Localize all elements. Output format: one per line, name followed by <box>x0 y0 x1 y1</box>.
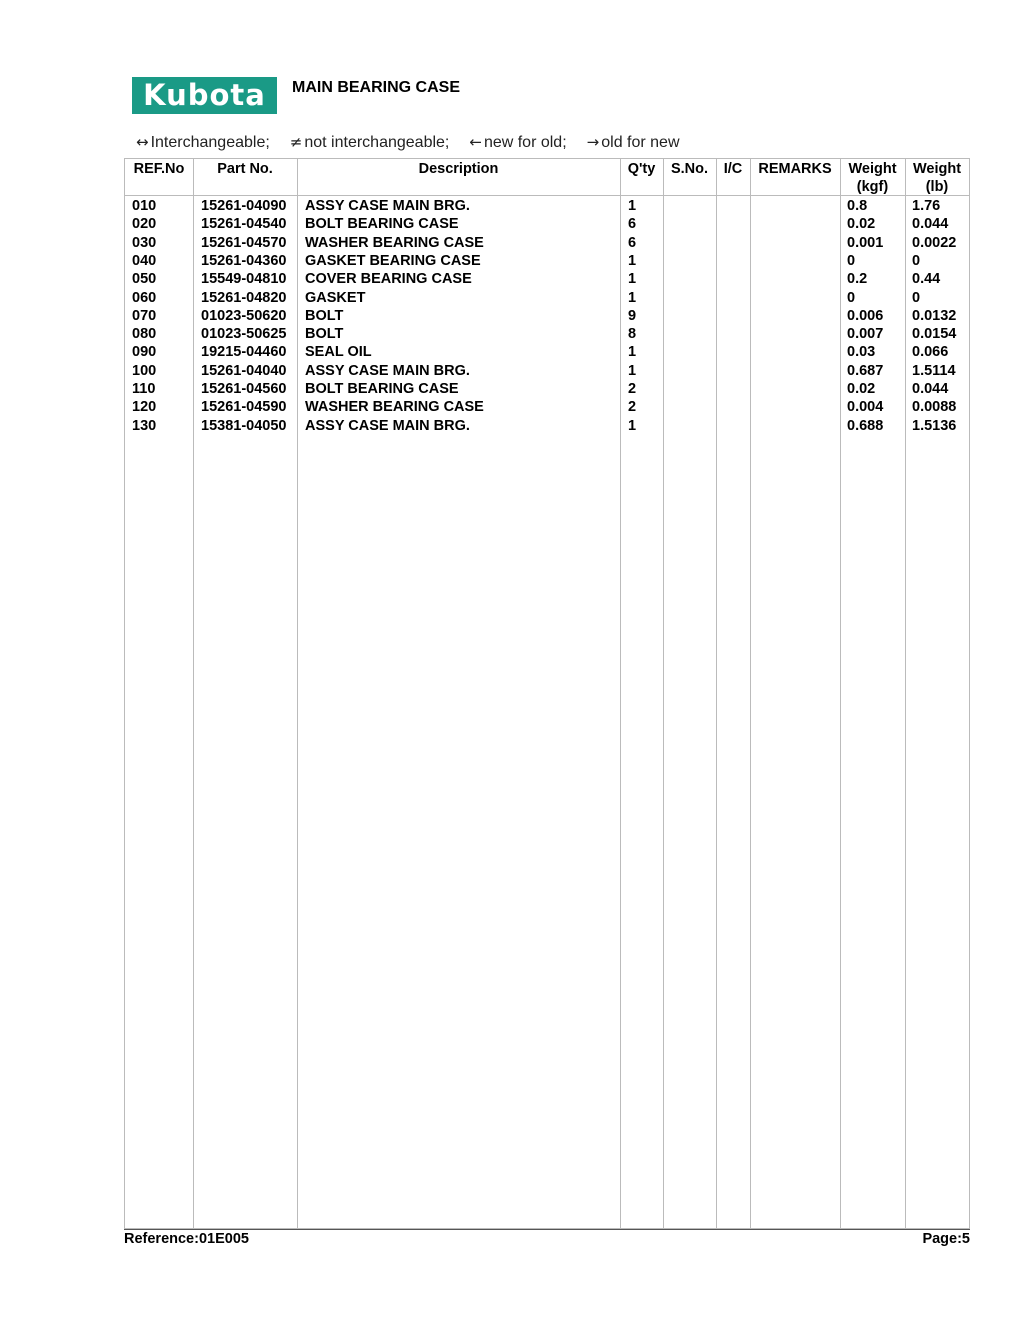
interchangeability-legend <box>136 133 680 152</box>
table-row <box>125 252 969 270</box>
header-weight-label: Weight <box>848 161 897 177</box>
table-row <box>125 325 969 343</box>
page-number: Page:5 <box>922 1231 970 1247</box>
cell-part: 15261-04540 <box>201 216 287 233</box>
header-weight-lb <box>905 160 969 196</box>
header-part-no: Part No. <box>217 161 273 177</box>
cell-qty: 6 <box>628 234 637 251</box>
legend-label: Interchangeable; <box>150 134 270 151</box>
cell-qty: 1 <box>628 362 637 379</box>
cell-part: 15261-04040 <box>201 362 287 379</box>
header-ref: REF.No <box>133 161 185 177</box>
legend-label: not interchangeable; <box>304 134 450 151</box>
cell-desc: BOLT BEARING CASE <box>305 381 459 397</box>
cell-desc: GASKET <box>305 289 366 306</box>
cell-qty: 1 <box>628 252 637 269</box>
cell-desc: ASSY CASE MAIN BRG. <box>305 417 470 434</box>
cell-wkg: 0.687 <box>847 362 884 379</box>
cell-ref: 040 <box>132 252 157 269</box>
cell-part: 15261-04090 <box>201 198 287 214</box>
header-weight-unit: (lb) <box>925 179 949 195</box>
left-arrow-icon: ← <box>469 133 482 151</box>
cell-ref: 110 <box>132 381 156 397</box>
cell-desc: ASSY CASE MAIN BRG. <box>305 198 470 214</box>
cell-desc: ASSY CASE MAIN BRG. <box>305 362 470 379</box>
table-row <box>125 362 969 380</box>
header-weight-kgf <box>840 160 905 196</box>
cell-wkg: 0.007 <box>847 326 884 343</box>
interchangeable-arrow-icon: ↔ <box>136 133 149 151</box>
cell-ref: 130 <box>132 417 157 434</box>
cell-qty: 8 <box>628 326 637 343</box>
table-row <box>125 398 969 416</box>
cell-wlb: 0 <box>912 289 921 306</box>
cell-part: 19215-04460 <box>201 344 287 361</box>
cell-ref: 070 <box>132 307 157 324</box>
cell-ref: 060 <box>132 289 157 306</box>
legend-label: new for old; <box>483 134 567 151</box>
cell-wkg: 0 <box>847 252 856 269</box>
cell-desc: BOLT <box>305 307 344 324</box>
cell-desc: BOLT BEARING CASE <box>305 216 459 233</box>
cell-wlb: 0.0132 <box>912 307 957 324</box>
cell-qty: 2 <box>628 399 637 416</box>
cell-wlb: 1.5136 <box>912 417 957 434</box>
header-ic: I/C <box>723 161 743 177</box>
legend-label: old for new <box>601 134 680 151</box>
legend-item-old-for-new <box>587 133 680 152</box>
table-row <box>125 343 969 361</box>
legend-item-not-interchangeable <box>290 133 450 152</box>
cell-part: 15549-04810 <box>201 271 287 288</box>
cell-ref: 030 <box>132 234 157 251</box>
table-row <box>125 270 969 288</box>
cell-wkg: 0 <box>847 289 856 306</box>
cell-ref: 120 <box>132 399 157 416</box>
table-row <box>125 380 969 398</box>
cell-desc: BOLT <box>305 326 344 343</box>
cell-part: 15261-04570 <box>201 234 287 251</box>
cell-wlb: 0 <box>912 252 921 269</box>
cell-part: 01023-50620 <box>201 307 287 324</box>
cell-wlb: 1.5114 <box>912 362 956 379</box>
cell-qty: 1 <box>628 344 637 361</box>
cell-part: 15261-04590 <box>201 399 287 416</box>
cell-ref: 050 <box>132 271 157 288</box>
table-row <box>125 234 969 252</box>
cell-desc: COVER BEARING CASE <box>305 271 472 288</box>
page-title: MAIN BEARING CASE <box>292 79 461 96</box>
cell-qty: 9 <box>628 307 637 324</box>
header-weight-label: Weight <box>912 161 962 177</box>
table-row <box>125 215 969 233</box>
header-weight-unit: (kgf) <box>856 179 889 195</box>
cell-ref: 020 <box>132 216 157 233</box>
reference-code: Reference:01E005 <box>124 1231 249 1247</box>
header-description: Description <box>418 161 499 177</box>
cell-ref: 100 <box>132 362 157 379</box>
cell-wkg: 0.006 <box>847 307 884 324</box>
cell-wlb: 0.0022 <box>912 234 957 251</box>
cell-wkg: 0.688 <box>847 417 884 434</box>
cell-ref: 090 <box>132 344 157 361</box>
legend-item-new-for-old <box>469 133 566 152</box>
cell-wkg: 0.2 <box>847 271 868 288</box>
right-arrow-icon: → <box>586 133 600 151</box>
cell-wkg: 0.004 <box>847 399 884 416</box>
cell-part: 15381-04050 <box>201 417 287 434</box>
header-remarks: REMARKS <box>758 161 832 177</box>
cell-wlb: 0.044 <box>912 216 949 233</box>
cell-part: 15261-04820 <box>201 289 287 306</box>
cell-part: 01023-50625 <box>201 326 287 343</box>
logo-text: Kubota <box>143 78 266 112</box>
cell-qty: 1 <box>628 417 637 434</box>
header-sno: S.No. <box>670 161 709 177</box>
cell-ref: 010 <box>132 198 157 214</box>
footer-divider <box>124 1229 970 1230</box>
cell-wlb: 0.44 <box>912 271 941 288</box>
legend-item-interchangeable <box>136 133 270 152</box>
cell-wkg: 0.02 <box>847 216 876 233</box>
cell-desc: WASHER BEARING CASE <box>305 399 484 416</box>
cell-wkg: 0.02 <box>847 381 876 397</box>
cell-wkg: 0.001 <box>847 234 884 251</box>
cell-wkg: 0.03 <box>847 344 876 361</box>
cell-wlb: 1.76 <box>912 198 941 214</box>
table-row <box>125 289 969 307</box>
cell-part: 15261-04560 <box>201 381 287 397</box>
cell-wkg: 0.8 <box>847 198 868 214</box>
cell-wlb: 0.066 <box>912 344 949 361</box>
cell-qty: 1 <box>628 198 637 214</box>
table-row <box>125 307 969 325</box>
cell-wlb: 0.0088 <box>912 399 957 416</box>
cell-desc: GASKET BEARING CASE <box>305 252 481 269</box>
cell-ref: 080 <box>132 326 157 343</box>
cell-wlb: 0.0154 <box>912 326 957 343</box>
parts-table <box>124 158 970 1229</box>
cell-desc: WASHER BEARING CASE <box>305 234 484 251</box>
kubota-logo <box>132 77 277 114</box>
cell-wlb: 0.044 <box>912 381 949 397</box>
not-equal-icon: ≠ <box>289 133 303 151</box>
table-row <box>125 197 969 215</box>
cell-qty: 2 <box>628 381 637 397</box>
header-qty: Q'ty <box>627 161 656 177</box>
table-row <box>125 417 969 435</box>
cell-part: 15261-04360 <box>201 252 287 269</box>
cell-qty: 1 <box>628 289 637 306</box>
cell-qty: 1 <box>628 271 637 288</box>
cell-desc: SEAL OIL <box>305 344 372 361</box>
cell-qty: 6 <box>628 216 637 233</box>
